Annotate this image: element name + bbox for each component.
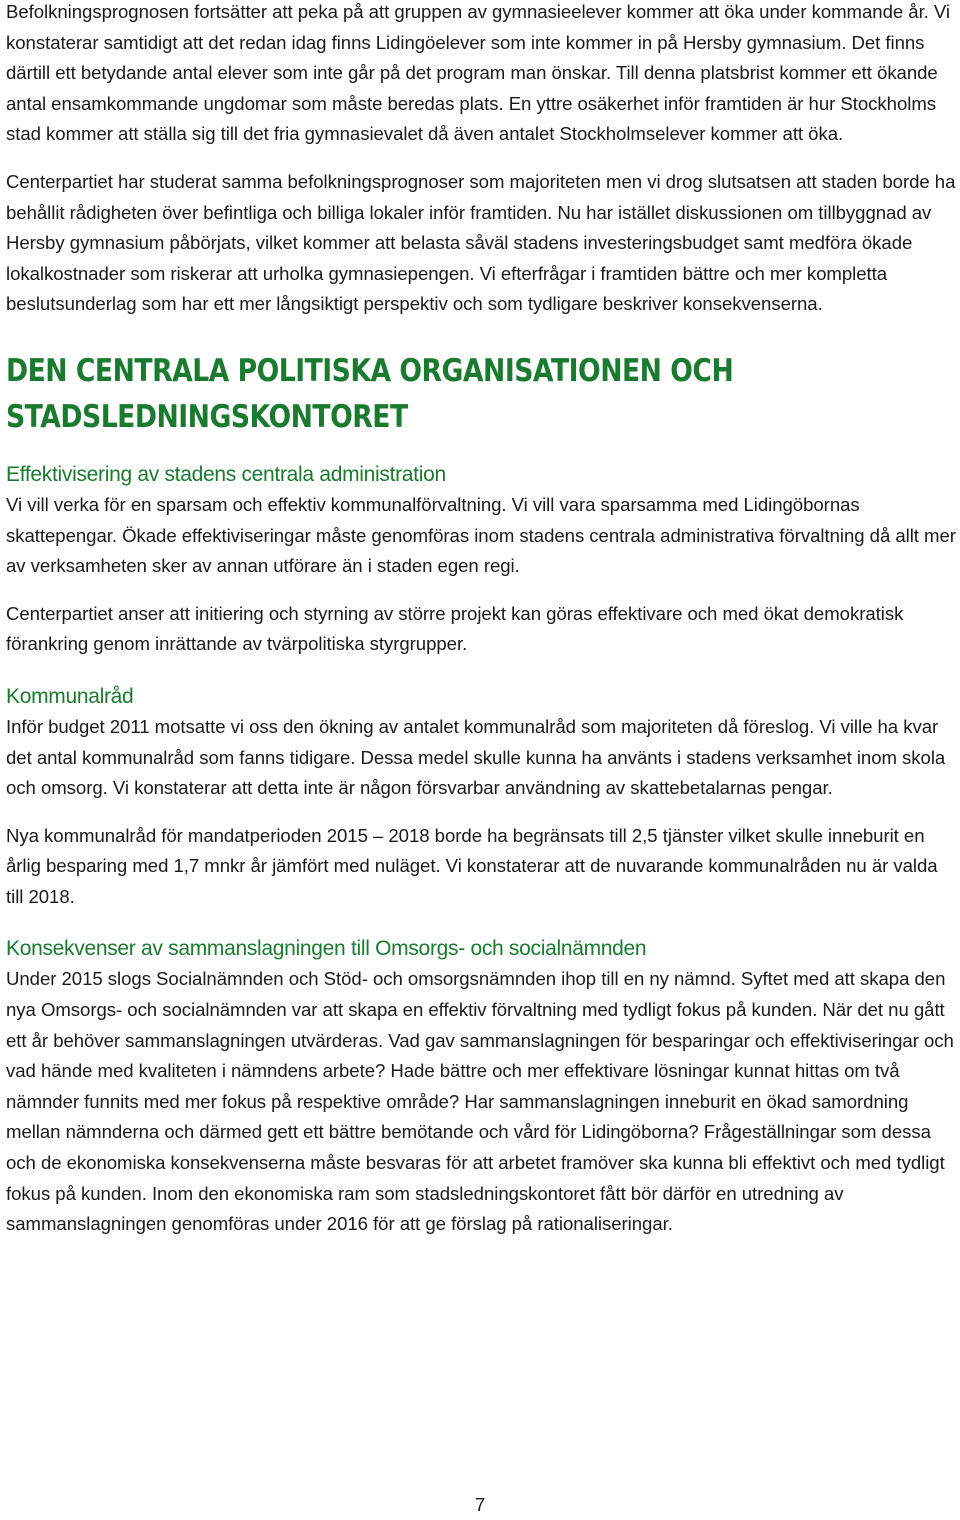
- section-heading-kommunalrad: Kommunalråd: [6, 684, 134, 708]
- section-3-paragraph-1: Under 2015 slogs Socialnämnden och Stöd- och omsorgsnämnden ihop till en ny nämnd. Syftet med att skapa den nya Omsorgs- och socialnämnden var att skapa en effektiv förvaltning med tydligt fokus på kunden. När det nu gått ett år behöver sammanslagningen utvärderas. Vad gav sammanslagningen för besparingar och effektiviseringar och vad hände med kvaliteten i nämndens arbete? Hade bättre och mer effektivare lösningar kunnat hittas om två nämnder funnits med mer fokus på respektive område? Har sammanslagningen inneburit en ökad samordning mellan nämnderna och därmed gett ett bättre bemötande och vård för Lidingöborna? Frågeställningar som dessa och de ekonomiska konsekvenserna måste besvaras för att arbetet framöver ska kunna bli effektivt och med tydligt fokus på kunden. Inom den ekonomiska ram som stadsledningskontoret fått bör därför en utredning av sammanslagningen genomföras under 2016 för att ge förslag på rationaliseringar.: [6, 968, 954, 1235]
- section-heading-konsekvenser: Konsekvenser av sammanslagningen till Omsorgs- och socialnämnden: [6, 937, 647, 961]
- intro-paragraph-2: Centerpartiet har studerat samma befolkningsprognoser som majoriteten men vi drog slutsatsen att staden borde ha behållit rådigheten över befintliga och billiga lokaler inför framtiden. Nu har istället diskussionen om tillbyggnad av Hersby gymnasium påbörjats, vilket kommer att belasta såväl stadens investeringsbudget samt medföra ökade lokalkostnader som riskerar att urholka gymnasiepengen. Vi efterfrågar i framtiden bättre och mer kompletta beslutsunderlag som har ett mer långsiktigt perspektiv och som tydligare beskriver konsekvenserna.: [6, 170, 956, 315]
- intro-paragraph-1: Befolkningsprognosen fortsätter att peka på att gruppen av gymnasieelever kommer att öka under kommande år. Vi konstaterar samtidigt att det redan idag finns Lidingöelever som inte kommer in på Hersby gymnasium. Det finns därtill ett betydande antal elever som inte går på det program man önskar. Till denna platsbrist kommer ett ökande antal ensamkommande ungdomar som måste beredas plats. En yttre osäkerhet inför framtiden är hur Stockholms stad kommer att ställa sig till det fria gymnasievalet då även antalet Stockholmselever kommer att öka.: [6, 1, 951, 145]
- section-heading-effektivisering: Effektivisering av stadens centrala administration: [6, 462, 446, 486]
- page-number: 7: [474, 1494, 486, 1515]
- section-2-paragraph-1: Inför budget 2011 motsatte vi oss den ökning av antalet kommunalråd som majoriteten då föreslog. Vi ville ha kvar det antal kommunalråd som fanns tidigare. Dessa medel skulle kunna ha använts i stadens verksamhet inom skola och omsorg. Vi konstaterar att detta inte är någon försvarbar användning av skattebetalarnas pengar.: [6, 715, 946, 799]
- document-page: [6, 0, 958, 1240]
- section-2-paragraph-2: Nya kommunalråd för mandatperioden 2015 – 2018 borde ha begränsats till 2,5 tjänster vilket skulle inneburit en årlig besparing med 1,7 mnkr år jämfört med nuläget. Vi konstaterar att de nuvarande kommunalråden nu är valda till 2018.: [6, 824, 938, 907]
- section-1-paragraph-1: Vi vill verka för en sparsam och effektiv kommunalförvaltning. Vi vill vara sparsamma med Lidingöbornas skattepengar. Ökade effektiviseringar måste genomföras inom stadens centrala administrativa förvaltning då allt mer av verksamheten sker av annan utförare än i staden egen regi.: [6, 493, 956, 577]
- main-heading: DEN CENTRALA POLITISKA ORGANISATIONEN OCH STADSLEDNINGSKONTORET: [6, 352, 734, 435]
- section-1-paragraph-2: Centerpartiet anser att initiering och styrning av större projekt kan göras effektivare och med ökat demokratisk förankring genom inrättande av tvärpolitiska styrgrupper.: [6, 602, 904, 655]
